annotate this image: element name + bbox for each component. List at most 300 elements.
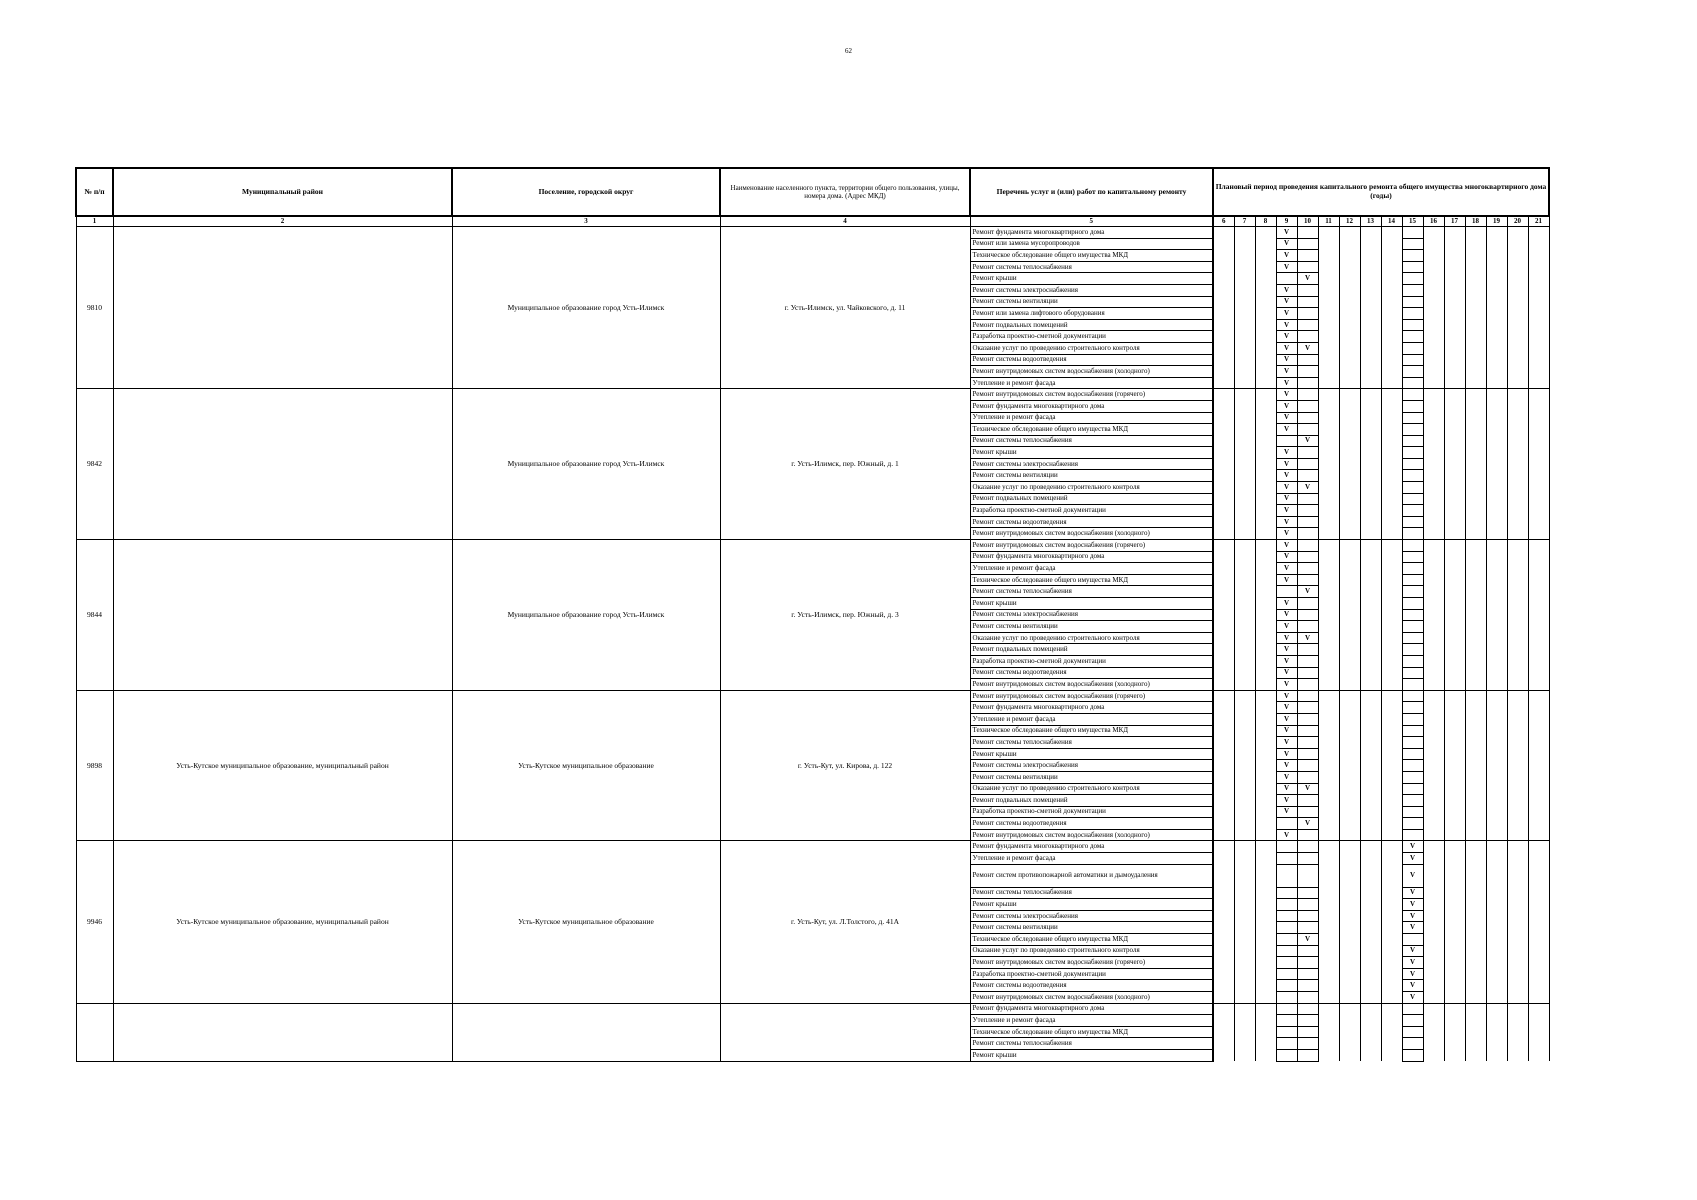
column-number: 1 [76, 216, 113, 227]
year-mark [1339, 574, 1360, 586]
year-mark [1360, 377, 1381, 389]
year-mark [1213, 934, 1234, 946]
year-mark [1213, 366, 1234, 378]
year-mark [1444, 806, 1465, 818]
year-mark [1486, 574, 1507, 586]
year-mark [1234, 505, 1255, 517]
year-mark [1486, 690, 1507, 702]
year-mark [1255, 586, 1276, 598]
year-mark [1402, 1038, 1423, 1050]
year-mark [1339, 598, 1360, 610]
year-mark [1276, 853, 1297, 865]
year-mark [1486, 319, 1507, 331]
year-mark [1465, 493, 1486, 505]
year-mark [1318, 644, 1339, 656]
year-mark [1465, 934, 1486, 946]
year-mark [1402, 505, 1423, 517]
year-mark [1339, 319, 1360, 331]
year-mark [1276, 899, 1297, 911]
year-mark [1234, 528, 1255, 540]
year-mark [1507, 760, 1528, 772]
year-mark [1255, 273, 1276, 285]
year-mark [1255, 760, 1276, 772]
year-mark [1297, 505, 1318, 517]
year-mark [1423, 725, 1444, 737]
year-mark [1402, 1003, 1423, 1015]
year-mark [1423, 1038, 1444, 1050]
work-item: Оказание услуг по проведению строительного контроля [970, 342, 1213, 354]
year-mark [1360, 563, 1381, 575]
year-mark [1486, 505, 1507, 517]
year-mark [1507, 899, 1528, 911]
work-item: Техническое обследование общего имущества МКД [970, 725, 1213, 737]
year-mark [1507, 273, 1528, 285]
year-mark [1507, 853, 1528, 865]
year-mark: V [1276, 342, 1297, 354]
year-mark [1255, 679, 1276, 691]
work-item: Ремонт подвальных помещений [970, 644, 1213, 656]
municipal-district: Усть-Кутское муниципальное образование, муниципальный район [113, 841, 452, 1003]
year-mark [1360, 319, 1381, 331]
year-mark [1234, 261, 1255, 273]
year-mark [1360, 470, 1381, 482]
year-mark [1465, 667, 1486, 679]
year-mark [1255, 829, 1276, 841]
year-mark [1423, 864, 1444, 887]
year-mark [1423, 470, 1444, 482]
year-mark [1381, 505, 1402, 517]
year-mark [1465, 563, 1486, 575]
year-mark [1423, 992, 1444, 1004]
year-mark [1360, 261, 1381, 273]
year-mark [1444, 505, 1465, 517]
year-mark [1444, 482, 1465, 494]
year-mark [1297, 910, 1318, 922]
work-item: Ремонт крыши [970, 899, 1213, 911]
year-mark [1465, 412, 1486, 424]
year-mark [1360, 1038, 1381, 1050]
year-mark [1465, 655, 1486, 667]
year-mark [1486, 528, 1507, 540]
year-mark: V [1402, 945, 1423, 957]
year-mark [1360, 899, 1381, 911]
house-address: г. Усть-Илимск, пер. Южный, д. 3 [720, 540, 970, 691]
year-mark [1528, 1049, 1549, 1061]
year-mark [1423, 400, 1444, 412]
year-mark [1339, 887, 1360, 899]
year-mark [1234, 644, 1255, 656]
year-mark: V [1402, 957, 1423, 969]
year-mark [1318, 354, 1339, 366]
year-mark [1444, 250, 1465, 262]
year-mark [1339, 1003, 1360, 1015]
year-mark [1381, 679, 1402, 691]
year-mark [1339, 354, 1360, 366]
year-mark [1528, 458, 1549, 470]
year-mark [1528, 609, 1549, 621]
year-mark [1360, 342, 1381, 354]
year-mark [1255, 1038, 1276, 1050]
year-mark [1255, 458, 1276, 470]
year-mark [1360, 331, 1381, 343]
work-item: Разработка проектно-сметной документации [970, 806, 1213, 818]
year-mark [1360, 957, 1381, 969]
year-mark [1402, 284, 1423, 296]
year-mark [1213, 864, 1234, 887]
year-mark [1507, 621, 1528, 633]
year-mark [1486, 412, 1507, 424]
record-number: 9946 [76, 841, 113, 1003]
year-mark [1507, 841, 1528, 853]
year-mark: V [1276, 308, 1297, 320]
year-mark [1339, 435, 1360, 447]
record-number: 9844 [76, 540, 113, 691]
work-item: Ремонт системы электроснабжения [970, 458, 1213, 470]
record-number: 9810 [76, 227, 113, 389]
year-mark [1444, 598, 1465, 610]
year-mark [1444, 447, 1465, 459]
year-mark [1507, 655, 1528, 667]
year-mark [1423, 644, 1444, 656]
year-mark [1234, 389, 1255, 401]
year-mark [1423, 829, 1444, 841]
year-mark [1255, 516, 1276, 528]
year-mark [1234, 841, 1255, 853]
year-mark [1507, 342, 1528, 354]
year-mark [1381, 227, 1402, 239]
header-district: Муниципальный район [113, 168, 452, 216]
year-mark [1507, 957, 1528, 969]
year-mark [1507, 284, 1528, 296]
year-mark [1528, 238, 1549, 250]
year-mark [1213, 899, 1234, 911]
column-number: 14 [1381, 216, 1402, 227]
year-mark [1339, 1038, 1360, 1050]
year-mark [1486, 980, 1507, 992]
year-mark [1402, 458, 1423, 470]
year-mark: V [1297, 632, 1318, 644]
year-mark [1465, 644, 1486, 656]
year-mark: V [1402, 899, 1423, 911]
year-mark [1339, 563, 1360, 575]
year-mark [1381, 609, 1402, 621]
year-mark [1213, 713, 1234, 725]
year-mark [1423, 458, 1444, 470]
year-mark [1255, 783, 1276, 795]
year-mark [1339, 632, 1360, 644]
year-mark [1444, 783, 1465, 795]
year-mark [1402, 795, 1423, 807]
year-mark [1381, 899, 1402, 911]
year-mark [1339, 400, 1360, 412]
year-mark [1465, 540, 1486, 552]
year-mark [1402, 354, 1423, 366]
year-mark [1213, 702, 1234, 714]
year-mark [1423, 713, 1444, 725]
work-item: Ремонт системы вентиляции [970, 621, 1213, 633]
year-mark [1360, 308, 1381, 320]
year-mark [1360, 1026, 1381, 1038]
year-mark [1297, 737, 1318, 749]
year-mark [1507, 574, 1528, 586]
year-mark [1444, 841, 1465, 853]
year-mark [1465, 447, 1486, 459]
year-mark [1234, 563, 1255, 575]
year-mark [1528, 424, 1549, 436]
year-mark [1318, 806, 1339, 818]
year-mark: V [1276, 447, 1297, 459]
year-mark [1234, 748, 1255, 760]
year-mark [1255, 934, 1276, 946]
year-mark [1486, 493, 1507, 505]
column-number: 19 [1486, 216, 1507, 227]
year-mark [1255, 354, 1276, 366]
year-mark [1444, 574, 1465, 586]
year-mark [1318, 702, 1339, 714]
year-mark [1318, 563, 1339, 575]
year-mark [1297, 771, 1318, 783]
year-mark [1528, 319, 1549, 331]
year-mark [1255, 493, 1276, 505]
year-mark [1234, 795, 1255, 807]
work-item: Ремонт системы водоотведения [970, 818, 1213, 830]
year-mark [1360, 806, 1381, 818]
work-item: Ремонт подвальных помещений [970, 493, 1213, 505]
year-mark [1465, 1015, 1486, 1027]
year-mark [1402, 540, 1423, 552]
year-mark: V [1276, 713, 1297, 725]
year-mark [1381, 574, 1402, 586]
year-mark [1318, 829, 1339, 841]
year-mark [1381, 818, 1402, 830]
year-mark [1402, 551, 1423, 563]
year-mark [1234, 655, 1255, 667]
year-mark [1255, 702, 1276, 714]
work-item: Техническое обследование общего имущества МКД [970, 934, 1213, 946]
year-mark [1423, 806, 1444, 818]
year-mark [1465, 795, 1486, 807]
year-mark [1465, 482, 1486, 494]
year-mark [1255, 435, 1276, 447]
year-mark [1465, 922, 1486, 934]
year-mark [1528, 528, 1549, 540]
year-mark [1465, 528, 1486, 540]
year-mark [1444, 748, 1465, 760]
year-mark [1297, 424, 1318, 436]
column-number-row [76, 216, 1549, 227]
year-mark [1255, 795, 1276, 807]
year-mark [1297, 528, 1318, 540]
year-mark [1213, 458, 1234, 470]
year-mark: V [1276, 331, 1297, 343]
year-mark [1528, 447, 1549, 459]
year-mark [1213, 783, 1234, 795]
year-mark [1318, 632, 1339, 644]
year-mark [1486, 968, 1507, 980]
year-mark [1423, 424, 1444, 436]
year-mark [1339, 296, 1360, 308]
year-mark [1255, 250, 1276, 262]
year-mark [1444, 899, 1465, 911]
year-mark [1297, 227, 1318, 239]
year-mark [1423, 516, 1444, 528]
year-mark [1381, 1038, 1402, 1050]
year-mark [1423, 308, 1444, 320]
year-mark [1528, 771, 1549, 783]
year-mark [1444, 968, 1465, 980]
year-mark [1528, 1026, 1549, 1038]
year-mark [1381, 737, 1402, 749]
year-mark: V [1297, 783, 1318, 795]
year-mark [1234, 516, 1255, 528]
settlement: Усть-Кутское муниципальное образование [452, 690, 720, 841]
year-mark [1507, 922, 1528, 934]
year-mark [1423, 250, 1444, 262]
year-mark [1402, 690, 1423, 702]
year-mark [1465, 771, 1486, 783]
year-mark: V [1276, 354, 1297, 366]
year-mark [1444, 296, 1465, 308]
work-item: Ремонт системы вентиляции [970, 296, 1213, 308]
year-mark [1360, 853, 1381, 865]
year-mark [1528, 563, 1549, 575]
year-mark [1213, 540, 1234, 552]
year-mark [1339, 540, 1360, 552]
year-mark [1528, 968, 1549, 980]
year-mark [1528, 864, 1549, 887]
year-mark [1402, 447, 1423, 459]
year-mark [1444, 1003, 1465, 1015]
year-mark [1423, 435, 1444, 447]
year-mark [1297, 598, 1318, 610]
year-mark [1255, 424, 1276, 436]
year-mark [1381, 551, 1402, 563]
work-item: Ремонт системы электроснабжения [970, 284, 1213, 296]
year-mark [1402, 470, 1423, 482]
year-mark [1381, 783, 1402, 795]
year-mark [1255, 980, 1276, 992]
work-item: Ремонт фундамента многоквартирного дома [970, 841, 1213, 853]
year-mark [1486, 284, 1507, 296]
year-mark [1339, 284, 1360, 296]
settlement: Муниципальное образование город Усть-Илимск [452, 389, 720, 540]
year-mark [1276, 818, 1297, 830]
year-mark [1486, 458, 1507, 470]
year-mark [1213, 887, 1234, 899]
year-mark [1528, 957, 1549, 969]
year-mark [1213, 644, 1234, 656]
year-mark [1528, 586, 1549, 598]
year-mark [1486, 377, 1507, 389]
year-mark [1423, 887, 1444, 899]
year-mark [1297, 261, 1318, 273]
year-mark [1444, 551, 1465, 563]
year-mark [1276, 922, 1297, 934]
year-mark [1213, 493, 1234, 505]
work-item: Ремонт системы электроснабжения [970, 910, 1213, 922]
year-mark [1507, 238, 1528, 250]
year-mark [1255, 690, 1276, 702]
year-mark [1213, 598, 1234, 610]
year-mark: V [1402, 968, 1423, 980]
year-mark [1444, 934, 1465, 946]
year-mark [1486, 1026, 1507, 1038]
year-mark [1213, 505, 1234, 517]
year-mark [1234, 667, 1255, 679]
year-mark [1465, 273, 1486, 285]
year-mark [1528, 1015, 1549, 1027]
year-mark [1423, 760, 1444, 772]
year-mark [1486, 737, 1507, 749]
year-mark [1318, 841, 1339, 853]
year-mark [1276, 968, 1297, 980]
year-mark [1234, 412, 1255, 424]
year-mark [1360, 366, 1381, 378]
work-item: Оказание услуг по проведению строительного контроля [970, 632, 1213, 644]
year-mark [1381, 586, 1402, 598]
year-mark [1339, 945, 1360, 957]
year-mark: V [1402, 864, 1423, 887]
year-mark [1318, 864, 1339, 887]
year-mark [1255, 887, 1276, 899]
year-mark [1423, 667, 1444, 679]
year-mark: V [1297, 435, 1318, 447]
year-mark [1318, 458, 1339, 470]
year-mark [1465, 760, 1486, 772]
year-mark [1402, 493, 1423, 505]
year-mark [1486, 760, 1507, 772]
year-mark: V [1276, 760, 1297, 772]
year-mark [1213, 227, 1234, 239]
table-row [76, 841, 1549, 853]
year-mark [1318, 609, 1339, 621]
year-mark [1465, 296, 1486, 308]
year-mark [1255, 482, 1276, 494]
work-item: Ремонт внутридомовых систем водоснабжения (холодного) [970, 366, 1213, 378]
year-mark [1297, 400, 1318, 412]
year-mark [1297, 238, 1318, 250]
work-item: Оказание услуг по проведению строительного контроля [970, 945, 1213, 957]
year-mark [1213, 435, 1234, 447]
year-mark [1423, 609, 1444, 621]
work-item: Ремонт подвальных помещений [970, 319, 1213, 331]
year-mark [1507, 493, 1528, 505]
year-mark [1297, 1003, 1318, 1015]
year-mark [1297, 609, 1318, 621]
year-mark [1318, 540, 1339, 552]
year-mark [1234, 1038, 1255, 1050]
year-mark [1486, 934, 1507, 946]
work-item: Ремонт фундамента многоквартирного дома [970, 702, 1213, 714]
year-mark [1318, 366, 1339, 378]
year-mark [1213, 342, 1234, 354]
year-mark [1234, 760, 1255, 772]
year-mark [1297, 690, 1318, 702]
year-mark [1234, 899, 1255, 911]
year-mark [1486, 250, 1507, 262]
year-mark [1528, 783, 1549, 795]
year-mark [1339, 679, 1360, 691]
year-mark [1381, 945, 1402, 957]
year-mark [1381, 296, 1402, 308]
year-mark [1507, 424, 1528, 436]
year-mark [1402, 227, 1423, 239]
year-mark [1318, 1015, 1339, 1027]
year-mark [1402, 760, 1423, 772]
year-mark [1381, 922, 1402, 934]
year-mark [1486, 354, 1507, 366]
year-mark [1444, 945, 1465, 957]
